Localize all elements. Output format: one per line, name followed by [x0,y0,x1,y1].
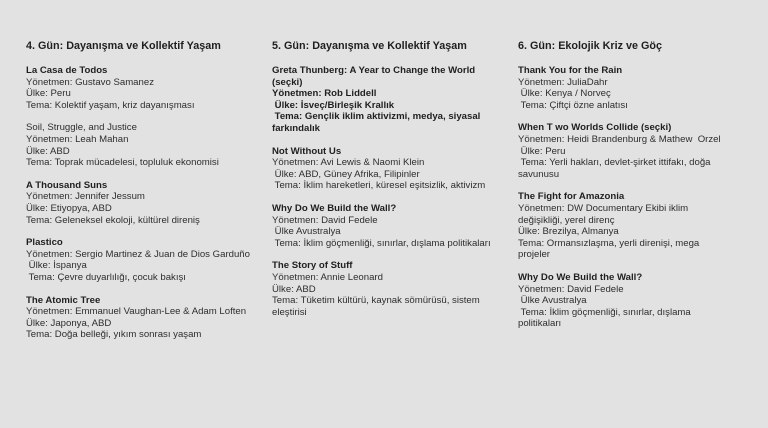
film-detail: Yönetmen: Rob Liddell [272,88,377,100]
film-detail: Tema: Çevre duyarlılığı, çocuk bakışı [26,271,186,283]
film-detail: Ülke: Japonya, ABD [26,317,112,329]
film-detail: Yönetmen: Emmanuel Vaughan-Lee & Adam Loften [26,306,247,318]
film-entry [26,237,256,283]
film-title: Why Do We Build the Wall? [518,271,643,283]
film-detail: Tema: Gençlik iklim aktivizmi, medya, siyasal farkındalık [272,111,483,134]
film-detail: Ülke: Brezilya, Almanya [518,226,619,238]
film-title: A Thousand Suns [26,179,108,191]
film-detail: Tema: Doğa belleği, yıkım sonrası yaşam [26,329,202,341]
film-detail: Tema: İklim göçmenliği, sınırlar, dışlama politikaları [272,237,491,249]
film-detail: Ülke: Peru [26,88,71,100]
film-entry [272,146,508,192]
film-title: Not Without Us [272,145,342,157]
film-detail: Tema: Çiftçi özne anlatısı [518,99,628,111]
film-detail: Tema: Tüketim kültürü, kaynak sömürüsü, sistem eleştirisi [272,295,483,318]
film-entry [272,203,508,249]
film-detail: Yönetmen: JuliaDahr [518,76,608,88]
film-title: The Fight for Amazonia [518,191,625,203]
film-title: La Casa de Todos [26,65,108,76]
film-entry [272,260,508,318]
film-entry [518,122,732,180]
film-detail: Tema: Geleneksel ekoloji, kültürel direniş [26,214,200,226]
film-detail: Tema: İklim göçmenliği, sınırlar, dışlama politikaları [518,306,694,330]
film-detail: Yönetmen: David Fedele [518,283,624,295]
film-detail: Ülke: İsveç/Birleşik Krallık [272,99,395,111]
film-detail: Ülke: Kenya / Norveç [518,88,611,100]
film-entry [272,65,508,135]
film-detail: Tema: Ormansızlaşma, yerli direnişi, mega projeler [518,237,702,261]
film-detail: Ülke Avustralya [272,226,341,238]
film-title: Soil, Struggle, and Justice [26,122,137,134]
film-entry [518,272,732,330]
film-detail: Tema: Yerli hakları, devlet-şirket ittifakı, doğa savunusu [518,157,714,180]
film-title: Plastico [26,237,63,249]
film-detail: Yönetmen: DW Documentary Ekibi iklim değişikliği, yerel direnç [518,202,691,226]
film-detail: Yönetmen: David Fedele [272,214,378,226]
film-detail: Yönetmen: Leah Mahan [26,133,129,145]
film-detail: Ülke Avustralya [518,295,587,307]
film-title: The Story of Stuff [272,260,353,272]
program-column-day-4 [26,40,256,352]
film-entry [26,180,256,226]
program-column-day-6 [518,40,732,341]
film-detail: Tema: Kolektif yaşam, kriz dayanışması [26,99,195,111]
film-detail: Tema: Toprak mücadelesi, topluluk ekonomisi [26,157,219,169]
film-detail: Yönetmen: Jennifer Jessum [26,191,145,203]
day-heading: 5. Gün: Dayanışma ve Kollektif Yaşam [272,40,467,52]
film-detail: Yönetmen: Gustavo Samanez [26,76,154,88]
film-detail: Yönetmen: Heidi Brandenburg & Mathew Orzel [518,133,721,145]
film-detail: Ülke: Etiyopya, ABD [26,202,112,214]
film-detail: Yönetmen: Sergio Martinez & Juan de Dios Garduño [26,248,250,260]
film-title: Why Do We Build the Wall? [272,202,397,214]
film-title: Greta Thunberg: A Year to Change the World (seçki) [272,65,478,88]
film-detail: Ülke: ABD, Güney Afrika, Filipinler [272,168,420,180]
day-heading: 4. Gün: Dayanışma ve Kollektif Yaşam [26,40,221,52]
film-detail: Tema: İklim hareketleri, küresel eşitsizlik, aktivizm [272,180,486,192]
film-entry [26,65,256,111]
film-detail: Ülke: Peru [518,145,566,157]
film-detail: Ülke: ABD [26,145,70,157]
film-detail: Ülke: ABD [272,283,316,295]
film-detail: Yönetmen: Avi Lewis & Naomi Klein [272,157,425,169]
program-column-day-5 [272,40,508,329]
day-heading: 6. Gün: Ekolojik Kriz ve Göç [518,40,662,52]
film-title: The Atomic Tree [26,294,101,306]
film-title: Thank You for the Rain [518,65,623,76]
film-entry [26,122,256,168]
film-entry [518,191,732,261]
film-entry [518,65,732,111]
film-entry [26,295,256,341]
film-title: When T wo Worlds Collide (seçki) [518,122,672,134]
film-detail: Ülke: İspanya [26,260,87,272]
film-detail: Yönetmen: Annie Leonard [272,271,383,283]
